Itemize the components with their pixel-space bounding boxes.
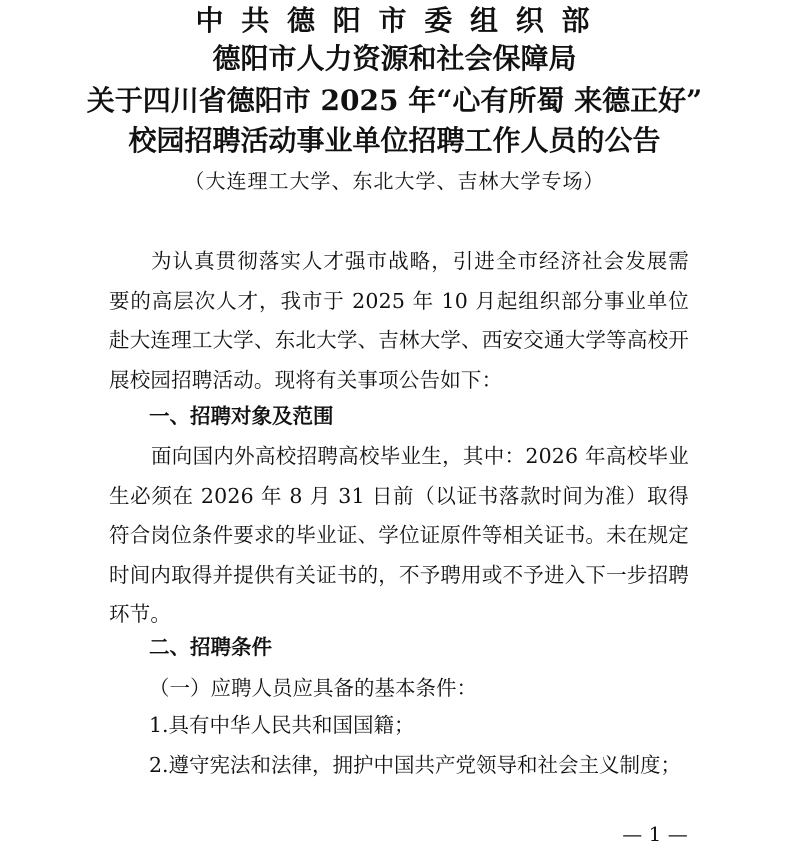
section-1-paragraph: 面向国内外高校招聘高校毕业生，其中：2026 年高校毕业生必须在 2026 年 8 月 31 日前（以证书落款时间为准）取得符合岗位条件要求的毕业证、学位证原件等相关证书。未在规定时间内取得并提供有关证书的，不予聘用或不予进入下一步招聘环节。 bbox=[109, 444, 689, 626]
document-subtitle: （大连理工大学、东北大学、吉林大学专场） bbox=[184, 169, 605, 193]
condition-item-2: 2.遵守宪法和法律，拥护中国共产党领导和社会主义制度； bbox=[149, 753, 682, 777]
section-2-heading: 二、招聘条件 bbox=[149, 635, 272, 659]
section-2-subheading: （一）应聘人员应具备的基本条件： bbox=[149, 676, 477, 700]
document-title-line-2: 校园招聘活动事业单位招聘工作人员的公告 bbox=[128, 124, 661, 157]
intro-paragraph: 为认真贯彻落实人才强市战略，引进全市经济社会发展需要的高层次人才，我市于 2025 年 10 月起组织部分事业单位赴大连理工大学、东北大学、吉林大学、西安交通大学等高校开展校园招聘活动。现将有关事项公告如下： bbox=[109, 249, 689, 392]
document-title-line-1: 关于四川省德阳市 2025 年“心有所蜀 来德正好” bbox=[86, 84, 703, 117]
section-1-heading: 一、招聘对象及范围 bbox=[149, 404, 334, 428]
issuer-line-1: 中 共 德 阳 市 委 组 织 部 bbox=[195, 4, 594, 37]
issuer-line-2: 德阳市人力资源和社会保障局 bbox=[212, 42, 577, 75]
page-number: — 1 — bbox=[622, 822, 688, 846]
condition-item-1: 1.具有中华人民共和国国籍； bbox=[149, 713, 415, 737]
